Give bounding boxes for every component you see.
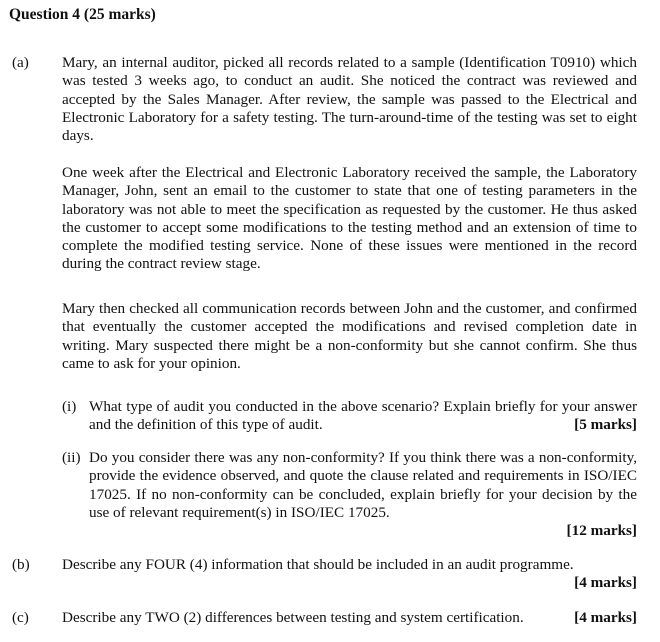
question-title: Question 4 (25 marks): [9, 6, 156, 23]
part-b-marks: [4 marks]: [574, 574, 637, 591]
sub-question-i-marks: [5 marks]: [574, 416, 637, 433]
sub-question-ii-label: (ii): [62, 449, 81, 466]
part-c-marks: [4 marks]: [574, 609, 637, 626]
part-b-text: Describe any FOUR (4) information that should be included in an audit programme.: [62, 556, 574, 573]
part-c-text: Describe any TWO (2) differences between testing and system certification.: [62, 609, 524, 626]
sub-question-i-label: (i): [62, 398, 77, 415]
part-a-label: (a): [12, 54, 29, 71]
part-a-paragraph-2: One week after the Electrical and Electronic Laboratory received the sample, the Laboratory Manager, John, sent an email to the customer to state that one of testing parameters in the laboratory was not able to meet the specification as requested by the customer. He thus asked the customer to accept some modifications to the testing method and an extension of time to complete the modified testing service. None of these issues were mentioned in the record during the contract review stage.: [62, 164, 637, 273]
part-c-label: (c): [12, 609, 29, 626]
part-b-label: (b): [12, 556, 30, 573]
sub-question-ii-marks: [12 marks]: [566, 522, 637, 539]
sub-question-ii-text: Do you consider there was any non-conformity? If you think there was a non-conformity, provide the evidence observed, and quote the clause related and requirements in ISO/IEC 17025. If no non-conformity can be concluded, explain briefly for your decision by the use of relevant requirement(s) in ISO/IEC 17025.: [89, 449, 637, 521]
sub-question-i-text: What type of audit you conducted in the above scenario? Explain briefly for your answer and the definition of this type of audit.: [89, 398, 637, 434]
part-a-paragraph-3: Mary then checked all communication records between John and the customer, and confirmed that eventually the customer accepted the modifications and revised completion date in writing. Mary suspected there might be a non-conformity but she cannot confirm. She thus came to ask for your opinion.: [62, 300, 637, 372]
part-c-row: [62, 609, 562, 627]
part-a-paragraph-1: Mary, an internal auditor, picked all records related to a sample (Identification T0910) which was tested 3 weeks ago, to conduct an audit. She noticed the contract was reviewed and accepted by the Sales Manager. After review, the sample was passed to the Electrical and Electronic Laboratory for a safety testing. The turn-around-time of the testing was set to eight days.: [62, 54, 637, 145]
part-b-row: [62, 556, 637, 574]
